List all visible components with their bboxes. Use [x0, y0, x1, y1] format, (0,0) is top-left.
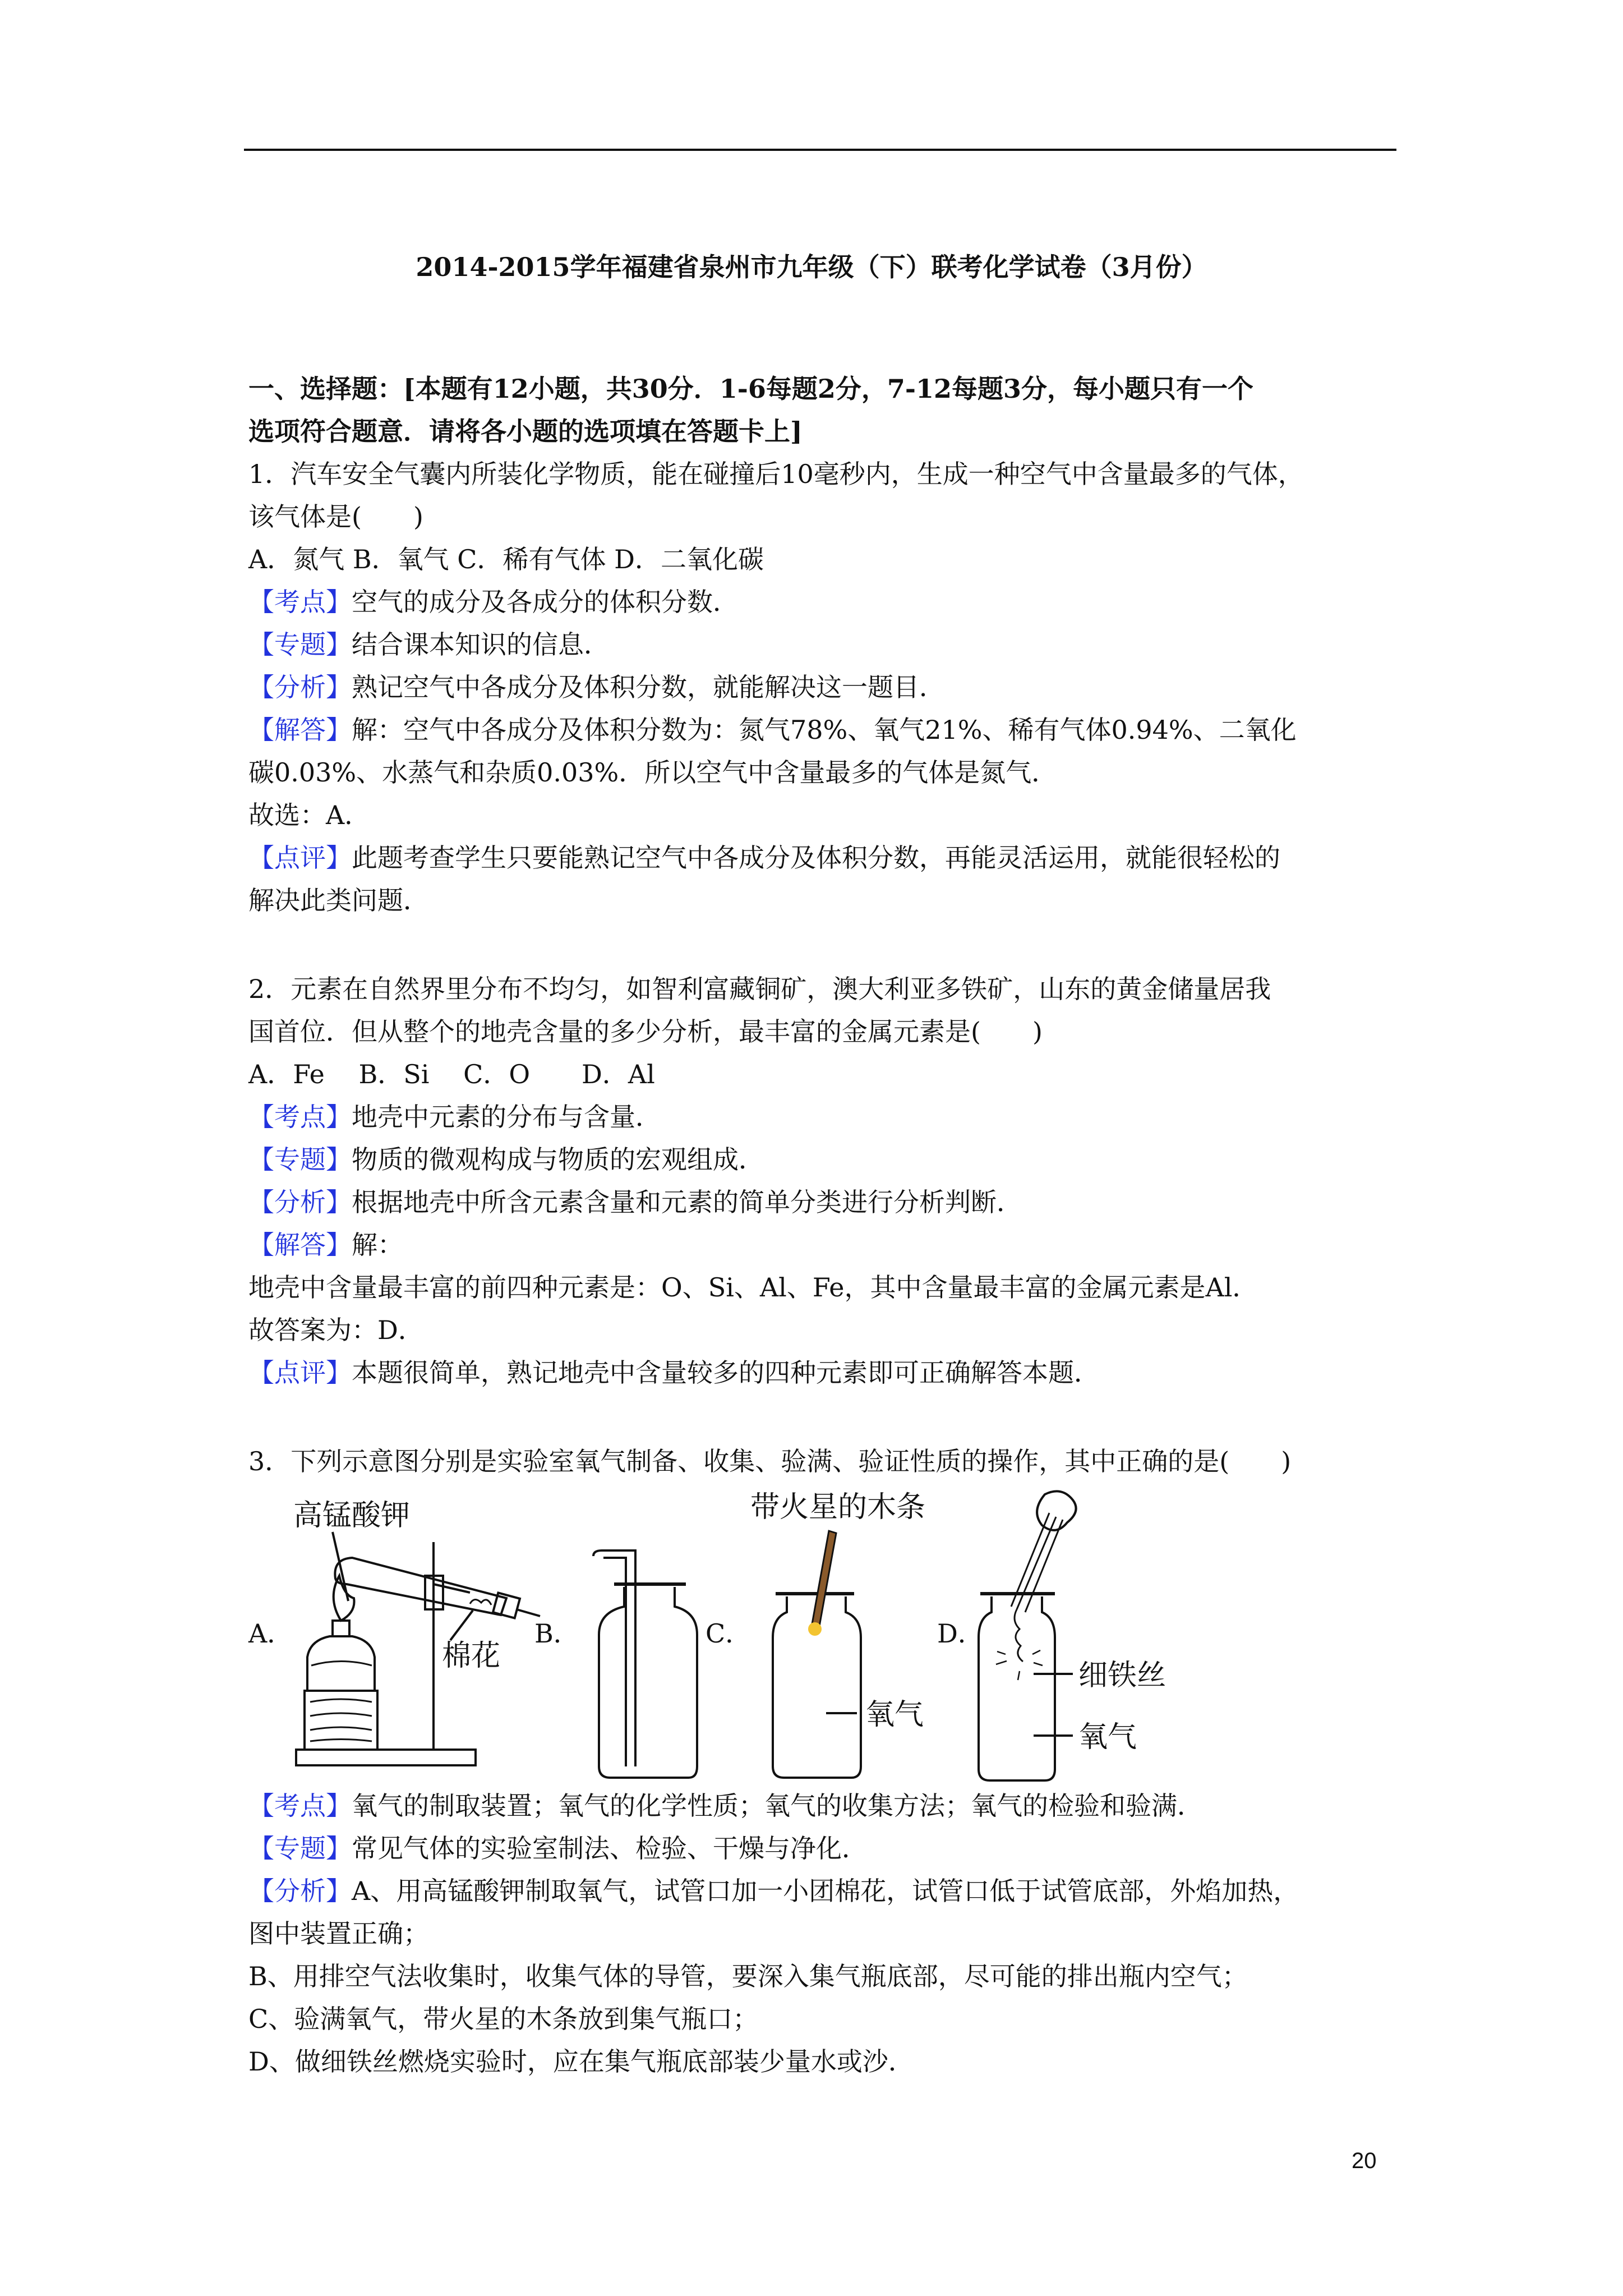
q3-kaodian	[248, 1784, 1398, 1827]
sparks	[996, 1650, 1043, 1680]
spacer	[248, 922, 1398, 968]
q1-options: A．氮气 B．氧气 C．稀有气体 D．二氧化碳	[248, 544, 764, 574]
tag-fenxi: 【分析】	[248, 1876, 352, 1906]
tag-kaodian: 【考点】	[248, 1102, 352, 1132]
q2-options: A．Fe B．Si C．O D．Al	[248, 1059, 655, 1089]
lamp-liquid	[311, 1662, 372, 1666]
header-rule	[244, 149, 1396, 151]
q2-kaodian	[248, 1096, 1398, 1138]
tag-dianping: 【点评】	[248, 843, 352, 873]
label-kmno4: 高锰酸钾	[293, 1499, 411, 1533]
q2-fenxi	[248, 1181, 1398, 1223]
q1-kaodian	[248, 581, 1398, 623]
q2-zhuanti-text: 物质的微观构成与物质的宏观组成．	[352, 1144, 764, 1175]
q3-fenxi-line5: D、做细铁丝燃烧实验时，应在集气瓶底部装少量水或沙．	[248, 2046, 914, 2077]
q3-fenxi-text: A、用高锰酸钾制取氧气，试管口加一小团棉花，试管口低于试管底部，外焰加热，	[352, 1876, 1299, 1906]
q2-zhuanti	[248, 1138, 1398, 1181]
tag-jieda: 【解答】	[248, 715, 352, 745]
q1-zhuanti	[248, 623, 1398, 666]
q1-dianping-text: 此题考查学生只要能熟记空气中各成分及体积分数，再能灵活运用，就能很轻松的	[352, 843, 1280, 873]
delivery-tube-b-inner	[603, 1558, 626, 1766]
tag-fenxi: 【分析】	[248, 672, 352, 702]
q2-jieda	[248, 1223, 1398, 1266]
fig-label-a: A．	[248, 1618, 293, 1649]
tag-fenxi: 【分析】	[248, 1187, 352, 1217]
diagram-d-iron-wire	[979, 1491, 1166, 1780]
glowing-tip	[808, 1622, 822, 1636]
q2-jieda-body: 地壳中含量最丰富的前四种元素是：O、Si、Al、Fe，其中含量最丰富的金属元素是Al．	[248, 1272, 1258, 1303]
fig-label-d: D．	[937, 1618, 984, 1649]
q3-fenxi-line3: B、用排空气法收集时，收集气体的导管，要深入集气瓶底部，尽可能的排出瓶内空气；	[248, 1961, 1248, 1991]
label-iron-wire: 细铁丝	[1078, 1659, 1166, 1692]
q3-fenxi	[248, 1870, 1398, 1912]
tube-stopper	[493, 1593, 520, 1618]
tag-kaodian: 【考点】	[248, 1791, 352, 1821]
q3-zhuanti	[248, 1827, 1398, 1870]
iron-wire-spiral	[1015, 1609, 1023, 1662]
section-heading-line2: 选项符合题意．请将各小题的选项填在答题卡上]	[248, 416, 803, 447]
q3-zhuanti-text: 常见气体的实验室制法、检验、干燥与净化．	[352, 1833, 868, 1864]
tag-dianping: 【点评】	[248, 1358, 352, 1388]
q1-kaodian-text: 空气的成分及各成分的体积分数．	[352, 587, 739, 617]
tag-zhuanti: 【专题】	[248, 1833, 352, 1864]
paper-title: 2014-2015学年福建省泉州市九年级（下）联考化学试卷（3月份）	[416, 252, 1207, 282]
q1-zhuanti-text: 结合课本知识的信息．	[352, 629, 610, 660]
q2-fenxi-text: 根据地壳中所含元素含量和元素的简单分类进行分析判断．	[352, 1187, 1022, 1217]
q3-fenxi-line4: C、验满氧气，带火星的木条放到集气瓶口；	[248, 2004, 759, 2034]
cotton-pointer	[450, 1611, 473, 1640]
q2-stem-line1: 2．元素在自然界里分布不均匀，如智利富藏铜矿，澳大利亚多铁矿，山东的黄金储量居我	[248, 974, 1271, 1004]
tag-zhuanti: 【专题】	[248, 629, 352, 660]
diagram-a-heating-apparatus	[293, 1499, 540, 1765]
q2-dianping-text: 本题很简单，熟记地壳中含量较多的四种元素即可正确解答本题．	[352, 1358, 1100, 1388]
q1-dianping	[248, 836, 1398, 879]
q1-stem-line2: 该气体是( )	[248, 501, 423, 532]
q2-jieda-text: 解：	[352, 1230, 403, 1260]
q3-kaodian-text: 氧气的制取装置；氧气的化学性质；氧气的收集方法；氧气的检验和验满．	[352, 1791, 1203, 1821]
q2-dianping	[248, 1351, 1398, 1394]
q3-stem: 3．下列示意图分别是实验室氧气制备、收集、验满、验证性质的操作，其中正确的是( )	[248, 1446, 1292, 1476]
q1-jieda-text: 解：空气中各成分及体积分数为：氮气78%、氧气21%、稀有气体0.94%、二氧化	[352, 715, 1297, 745]
wooden-splint	[812, 1531, 836, 1626]
q1-stem-line1: 1．汽车安全气囊内所装化学物质，能在碰撞后10毫秒内，生成一种空气中含量最多的气体，	[248, 459, 1304, 489]
gas-bottle-b	[599, 1587, 697, 1778]
delivery-tube	[517, 1609, 540, 1616]
section-heading-line1: 一、选择题：[本题有12小题，共30分．1-6每题2分，7-12每题3分，每小题只有一个	[248, 374, 1254, 404]
q1-jieda-line2: 碳0.03%、水蒸气和杂质0.03%．所以空气中含量最多的气体是氮气．	[248, 757, 1058, 788]
lamp-neck	[333, 1621, 349, 1636]
label-oxygen-d: 氧气	[1078, 1720, 1137, 1754]
fig-label-b: B．	[534, 1618, 579, 1649]
diagram-c-glowing-splint	[750, 1490, 925, 1778]
wood-grain	[310, 1699, 372, 1741]
exam-content	[248, 367, 1398, 2083]
label-splint: 带火星的木条	[750, 1490, 926, 1524]
tag-jieda: 【解答】	[248, 1230, 352, 1260]
q2-kaodian-text: 地壳中元素的分布与含量．	[352, 1102, 661, 1132]
page-number: 20	[1352, 2148, 1377, 2173]
q1-dianping-line2: 解决此类问题．	[248, 885, 429, 915]
q1-answer: 故选：A．	[248, 800, 371, 830]
test-tube	[335, 1558, 506, 1615]
q1-fenxi-text: 熟记空气中各成分及体积分数，就能解决这一题目．	[352, 672, 945, 702]
apparatus-diagrams	[248, 1486, 1398, 1783]
q1-fenxi	[248, 666, 1398, 708]
tag-zhuanti: 【专题】	[248, 1144, 352, 1175]
label-cotton: 棉花	[442, 1639, 501, 1673]
label-oxygen-c: 氧气	[865, 1698, 924, 1732]
tongs	[1011, 1513, 1063, 1612]
fig-label-c: C．	[706, 1618, 751, 1649]
q2-stem-line2: 国首位．但从整个的地壳含量的多少分析，最丰富的金属元素是( )	[248, 1016, 1043, 1047]
diagram-b-collection-bottle	[593, 1550, 697, 1778]
q2-answer: 故答案为：D．	[248, 1315, 424, 1345]
spacer	[248, 1394, 1398, 1440]
tongs-hand	[1037, 1491, 1076, 1530]
q3-fenxi-line2: 图中装置正确；	[248, 1918, 429, 1949]
q3-figure	[248, 1486, 1398, 1783]
stand-base	[296, 1750, 476, 1765]
cotton	[470, 1599, 491, 1605]
q1-jieda	[248, 708, 1398, 751]
tag-kaodian: 【考点】	[248, 587, 352, 617]
clamp-arm	[434, 1584, 470, 1593]
